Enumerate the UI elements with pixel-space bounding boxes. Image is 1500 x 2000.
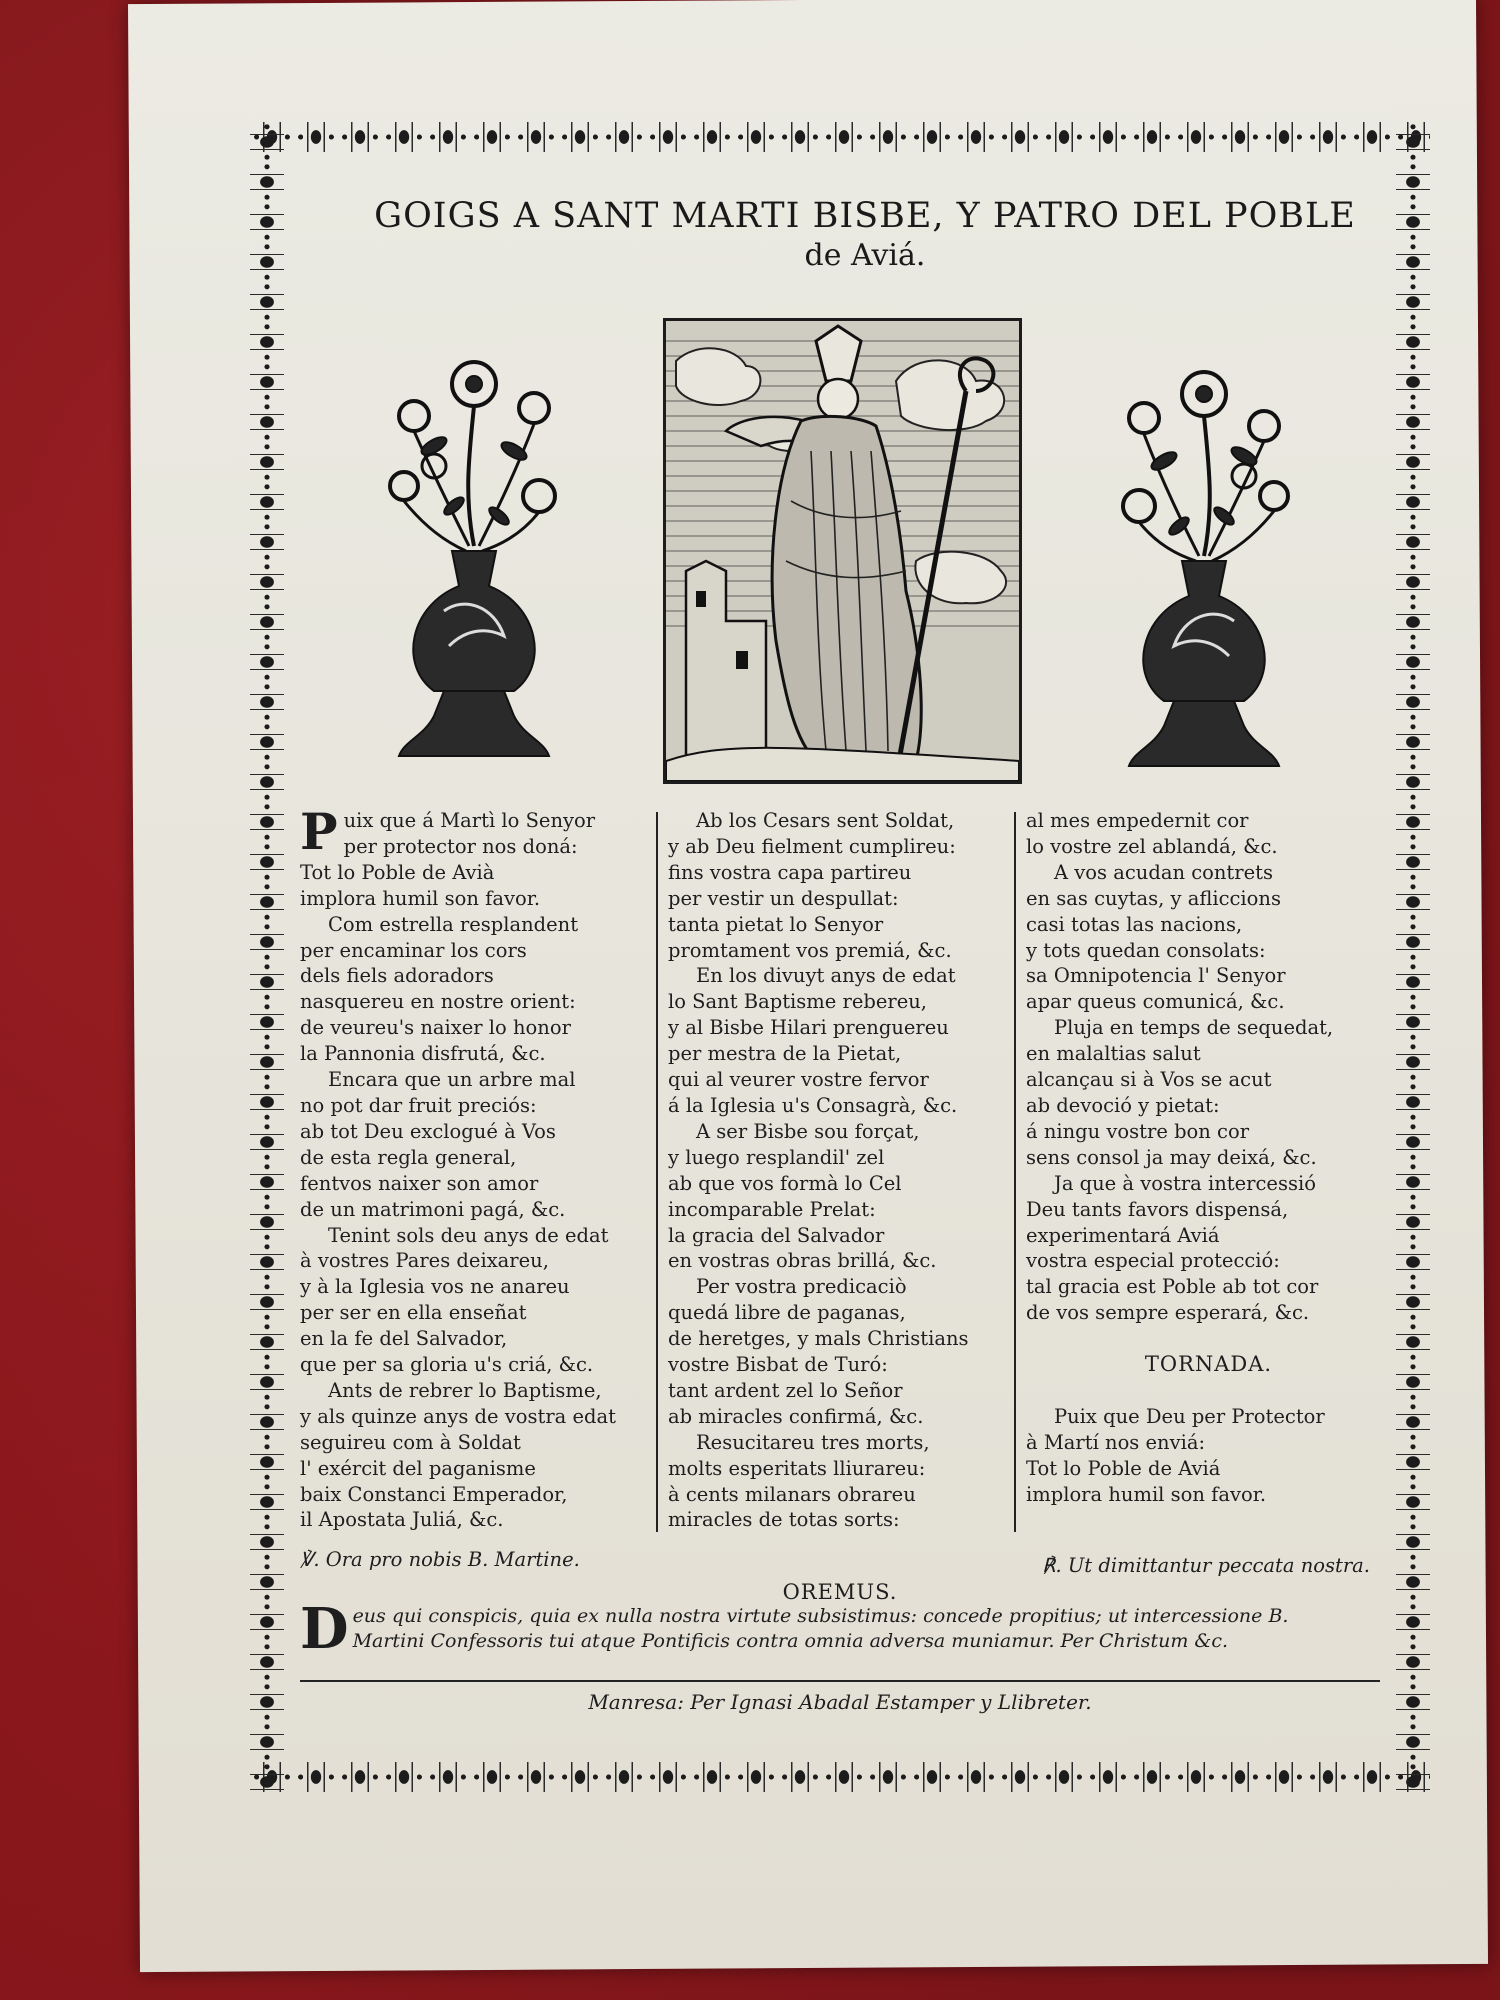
verse-line: ab devoció y pietat:: [1026, 1093, 1220, 1117]
verse-line: lo Sant Baptisme rebereu,: [668, 990, 928, 1014]
verse-line: de un matrimoni pagá, &c.: [300, 1197, 566, 1221]
verse-line: de esta regla general,: [300, 1145, 517, 1169]
verse-column-1: [300, 802, 650, 1533]
verse-line: à vostres Pares deixareu,: [300, 1249, 549, 1273]
verse-line: alcançau si à Vos se acut: [1026, 1068, 1272, 1092]
verse-line: en la fe del Salvador,: [300, 1327, 508, 1351]
border-bottom: [250, 1762, 1430, 1792]
verse-line: sens consol ja may deixá, &c.: [1026, 1145, 1317, 1169]
versicle-line: [300, 1548, 1380, 1577]
verse-line: de heretges, y mals Christians: [668, 1327, 969, 1351]
verse-line: baix Constanci Emperador,: [300, 1482, 568, 1506]
verse-line: Com estrella resplandent: [328, 912, 579, 936]
verse-line: molts esperitats lliurareu:: [668, 1456, 926, 1480]
verse-line: Tot lo Poble de Avià: [300, 860, 495, 884]
verse-line: á ningu vostre bon cor: [1026, 1119, 1250, 1143]
verse-line: per mestra de la Pietat,: [668, 1042, 902, 1066]
verse-line: Resucitareu tres morts,: [696, 1430, 930, 1454]
verse-line: Per vostra predicaciò: [696, 1275, 907, 1299]
verse-line: ab miracles confirmá, &c.: [668, 1404, 924, 1428]
verse-line: qui al veurer vostre fervor: [668, 1068, 929, 1092]
verse-line: fentvos naixer son amor: [300, 1171, 539, 1195]
column-divider-2: [1014, 812, 1016, 1532]
verse-line: implora humil son favor.: [300, 886, 541, 910]
flower-vase-left-image: [374, 346, 574, 766]
oremus-heading: OREMUS.: [782, 1580, 898, 1604]
verse-line: seguireu com à Soldat: [300, 1430, 521, 1454]
tornada-lines: [1026, 1404, 1391, 1508]
border-top: [250, 122, 1430, 152]
verse-line: tanta pietat lo Senyor: [668, 912, 884, 936]
drop-cap: P: [300, 802, 338, 861]
prayer-line-1: eus qui conspicis, quia ex nulla nostra virtute subsistimus: concede propitius; ut intercessione B.: [352, 1605, 1289, 1627]
verse-line: vostre Bisbat de Turó:: [668, 1353, 888, 1377]
verse-line: no pot dar fruit preciós:: [300, 1093, 537, 1117]
verse-line: Encara que un arbre mal: [328, 1068, 576, 1092]
verse-line: à cents milanars obrareu: [668, 1482, 916, 1506]
verse-line: miracles de totas sorts:: [668, 1508, 900, 1532]
border-left: [250, 122, 284, 1792]
verse-line: la gracia del Salvador: [668, 1223, 885, 1247]
verse-column-2: [668, 808, 1010, 1533]
verse-line: A vos acudan contrets: [1054, 860, 1273, 884]
verse-line: Tenint sols deu anys de edat: [328, 1223, 609, 1247]
verse-line: y als quinze anys de vostra edat: [300, 1404, 616, 1428]
verse-line: en vostras obras brillá, &c.: [668, 1249, 937, 1273]
verses-section: [300, 802, 1380, 1532]
verse-line: tal gracia est Poble ab tot cor: [1026, 1275, 1319, 1299]
verse-line: apar queus comunicá, &c.: [1026, 990, 1285, 1014]
column-divider-1: [656, 812, 658, 1532]
verse-line: à Martí nos enviá:: [1026, 1430, 1206, 1454]
title-line-1: GOIGS A SANT MARTI BISBE, Y PATRO DEL POBLE: [374, 196, 1356, 236]
verse-line: y luego resplandil' zel: [668, 1145, 885, 1169]
verse-line: y al Bisbe Hilari prenguereu: [668, 1016, 949, 1040]
verse-line: Puix que á Martì lo Senyor: [300, 802, 596, 861]
verse-line: lo vostre zel ablandá, &c.: [1026, 834, 1278, 858]
verse-line: il Apostata Juliá, &c.: [300, 1508, 504, 1532]
border-right: [1396, 122, 1430, 1792]
verse-line: promtament vos premiá, &c.: [668, 938, 952, 962]
verse-line: per ser en ella enseñat: [300, 1301, 527, 1325]
verse-line: tant ardent zel lo Señor: [668, 1378, 903, 1402]
divider-rule: [300, 1680, 1380, 1682]
verse-line: Ants de rebrer lo Baptisme,: [328, 1378, 602, 1402]
verse-line: Deu tants favors dispensá,: [1026, 1197, 1289, 1221]
verse-line: Tot lo Poble de Aviá: [1026, 1456, 1221, 1480]
verse-line: de veureu's naixer lo honor: [300, 1016, 571, 1040]
verse-line: en malaltias salut: [1026, 1042, 1201, 1066]
verse-line: ab que vos formà lo Cel: [668, 1171, 902, 1195]
verse-line: implora humil son favor.: [1026, 1482, 1267, 1506]
verse-line: l' exércit del paganisme: [300, 1456, 536, 1480]
prayer-text: [300, 1596, 1380, 1662]
verse-line: sa Omnipotencia l' Senyor: [1026, 964, 1286, 988]
verse-line: Puix que Deu per Protector: [1054, 1405, 1325, 1429]
verse-line: fins vostra capa partireu: [668, 860, 912, 884]
prayer-drop-cap: D: [300, 1596, 349, 1662]
verse-column-3-lines: [1026, 808, 1391, 1326]
page-title: [300, 196, 1430, 276]
verse-column-3: [1026, 808, 1391, 1508]
verse-line: la Pannonia disfrutá, &c.: [300, 1042, 546, 1066]
title-line-2: de Aviá.: [804, 238, 926, 273]
verse-line: per vestir un despullat:: [668, 886, 899, 910]
verse-line: y ab Deu fielment cumplireu:: [668, 834, 956, 858]
verse-line: A ser Bisbe sou forçat,: [696, 1119, 920, 1143]
verse-line: al mes empedernit cor: [1026, 809, 1249, 832]
verse-line: Ab los Cesars sent Soldat,: [696, 809, 955, 832]
verse-line: y tots quedan consolats:: [1026, 938, 1266, 962]
saint-martin-woodcut-image: [663, 318, 1022, 784]
verse-line: vostra especial protecció:: [1026, 1249, 1280, 1273]
flower-vase-right-image: [1104, 356, 1304, 776]
verse-line: incomparable Prelat:: [668, 1197, 876, 1221]
tornada-heading: TORNADA.: [1144, 1352, 1273, 1377]
verse-line: per protector nos doná:: [343, 834, 578, 858]
verse-line: casi totas las nacions,: [1026, 912, 1243, 936]
verse-line: en sas cuytas, y afliccions: [1026, 886, 1281, 910]
verse-line: dels fiels adoradors: [300, 964, 494, 988]
verse-line: quedá libre de paganas,: [668, 1301, 906, 1325]
verse-line: En los divuyt anys de edat: [696, 964, 956, 988]
verse-line: que per sa gloria u's criá, &c.: [300, 1353, 594, 1377]
verse-line: per encaminar los cors: [300, 938, 527, 962]
verse-line: experimentará Aviá: [1026, 1223, 1220, 1247]
verse-line: nasquereu en nostre orient:: [300, 990, 576, 1014]
verse-line: Pluja en temps de sequedat,: [1054, 1016, 1334, 1040]
prayer-line-2: Martini Confessoris tui atque Pontificis contra omnia adversa muniamur. Per Christum &c.: [352, 1630, 1229, 1652]
verse-line: Ja que à vostra intercessió: [1054, 1171, 1316, 1195]
versicle: ℣. Ora pro nobis B. Martine.: [300, 1548, 580, 1571]
verse-line: ab tot Deu exclogué à Vos: [300, 1119, 556, 1143]
verse-line: á la Iglesia u's Consagrà, &c.: [668, 1093, 958, 1117]
printer-imprint: Manresa: Per Ignasi Abadal Estamper y Llibreter.: [588, 1690, 1092, 1714]
verse-line: de vos sempre esperará, &c.: [1026, 1301, 1310, 1325]
response: ℟. Ut dimittantur peccata nostra.: [1042, 1554, 1370, 1577]
verse-line: y à la Iglesia vos ne anareu: [300, 1275, 570, 1299]
